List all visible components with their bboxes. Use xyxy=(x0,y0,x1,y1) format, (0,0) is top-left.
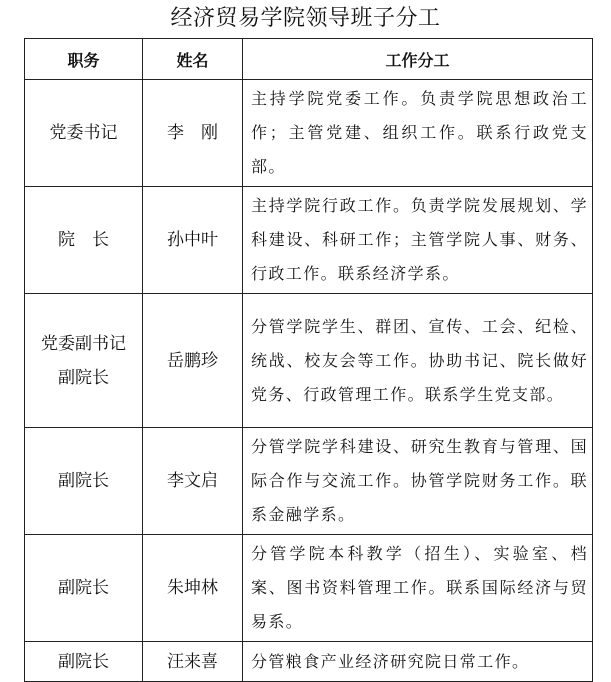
table-header-row xyxy=(25,39,593,80)
header-name: 姓名 xyxy=(143,39,243,80)
duty-cell: 分管学院学生、群团、宣传、工会、纪检、统战、校友会等工作。协助书记、院长做好党务、行政管理工作。联系学生党支部。 xyxy=(243,294,593,428)
duty-cell: 分管粮食产业经济研究院日常工作。 xyxy=(243,642,593,682)
name-cell: 岳鹏珍 xyxy=(143,294,243,428)
name-cell: 朱坤林 xyxy=(143,535,243,642)
table-row xyxy=(25,187,593,294)
role-line-1: 党委副书记 xyxy=(41,333,126,354)
role-cell: 副院长 xyxy=(25,428,143,535)
name-cell: 汪来喜 xyxy=(143,642,243,682)
role-cell xyxy=(25,294,143,428)
header-role: 职务 xyxy=(25,39,143,80)
table-row xyxy=(25,294,593,428)
role-cell: 院 长 xyxy=(25,187,143,294)
role-cell: 副院长 xyxy=(25,642,143,682)
role-cell: 党委书记 xyxy=(25,80,143,187)
name-cell: 李文启 xyxy=(143,428,243,535)
page-title: 经济贸易学院领导班子分工 xyxy=(170,6,441,31)
table-row xyxy=(25,80,593,187)
table-row xyxy=(25,428,593,535)
leadership-table xyxy=(24,38,593,682)
role-line-2: 副院长 xyxy=(58,367,109,388)
role-cell: 副院长 xyxy=(25,535,143,642)
duty-cell: 分管学院本科教学（招生）、实验室、档案、图书资料管理工作。联系国际经济与贸易系。 xyxy=(243,535,593,642)
name-cell: 李 刚 xyxy=(143,80,243,187)
duty-cell: 分管学院学科建设、研究生教育与管理、国际合作与交流工作。协管学院财务工作。联系金融学系。 xyxy=(243,428,593,535)
name-cell: 孙中叶 xyxy=(143,187,243,294)
table-row xyxy=(25,535,593,642)
duty-cell: 主持学院行政工作。负责学院发展规划、学科建设、科研工作；主管学院人事、财务、行政工作。联系经济学系。 xyxy=(243,187,593,294)
duty-cell: 主持学院党委工作。负责学院思想政治工作；主管党建、组织工作。联系行政党支部。 xyxy=(243,80,593,187)
header-duty: 工作分工 xyxy=(243,39,593,80)
